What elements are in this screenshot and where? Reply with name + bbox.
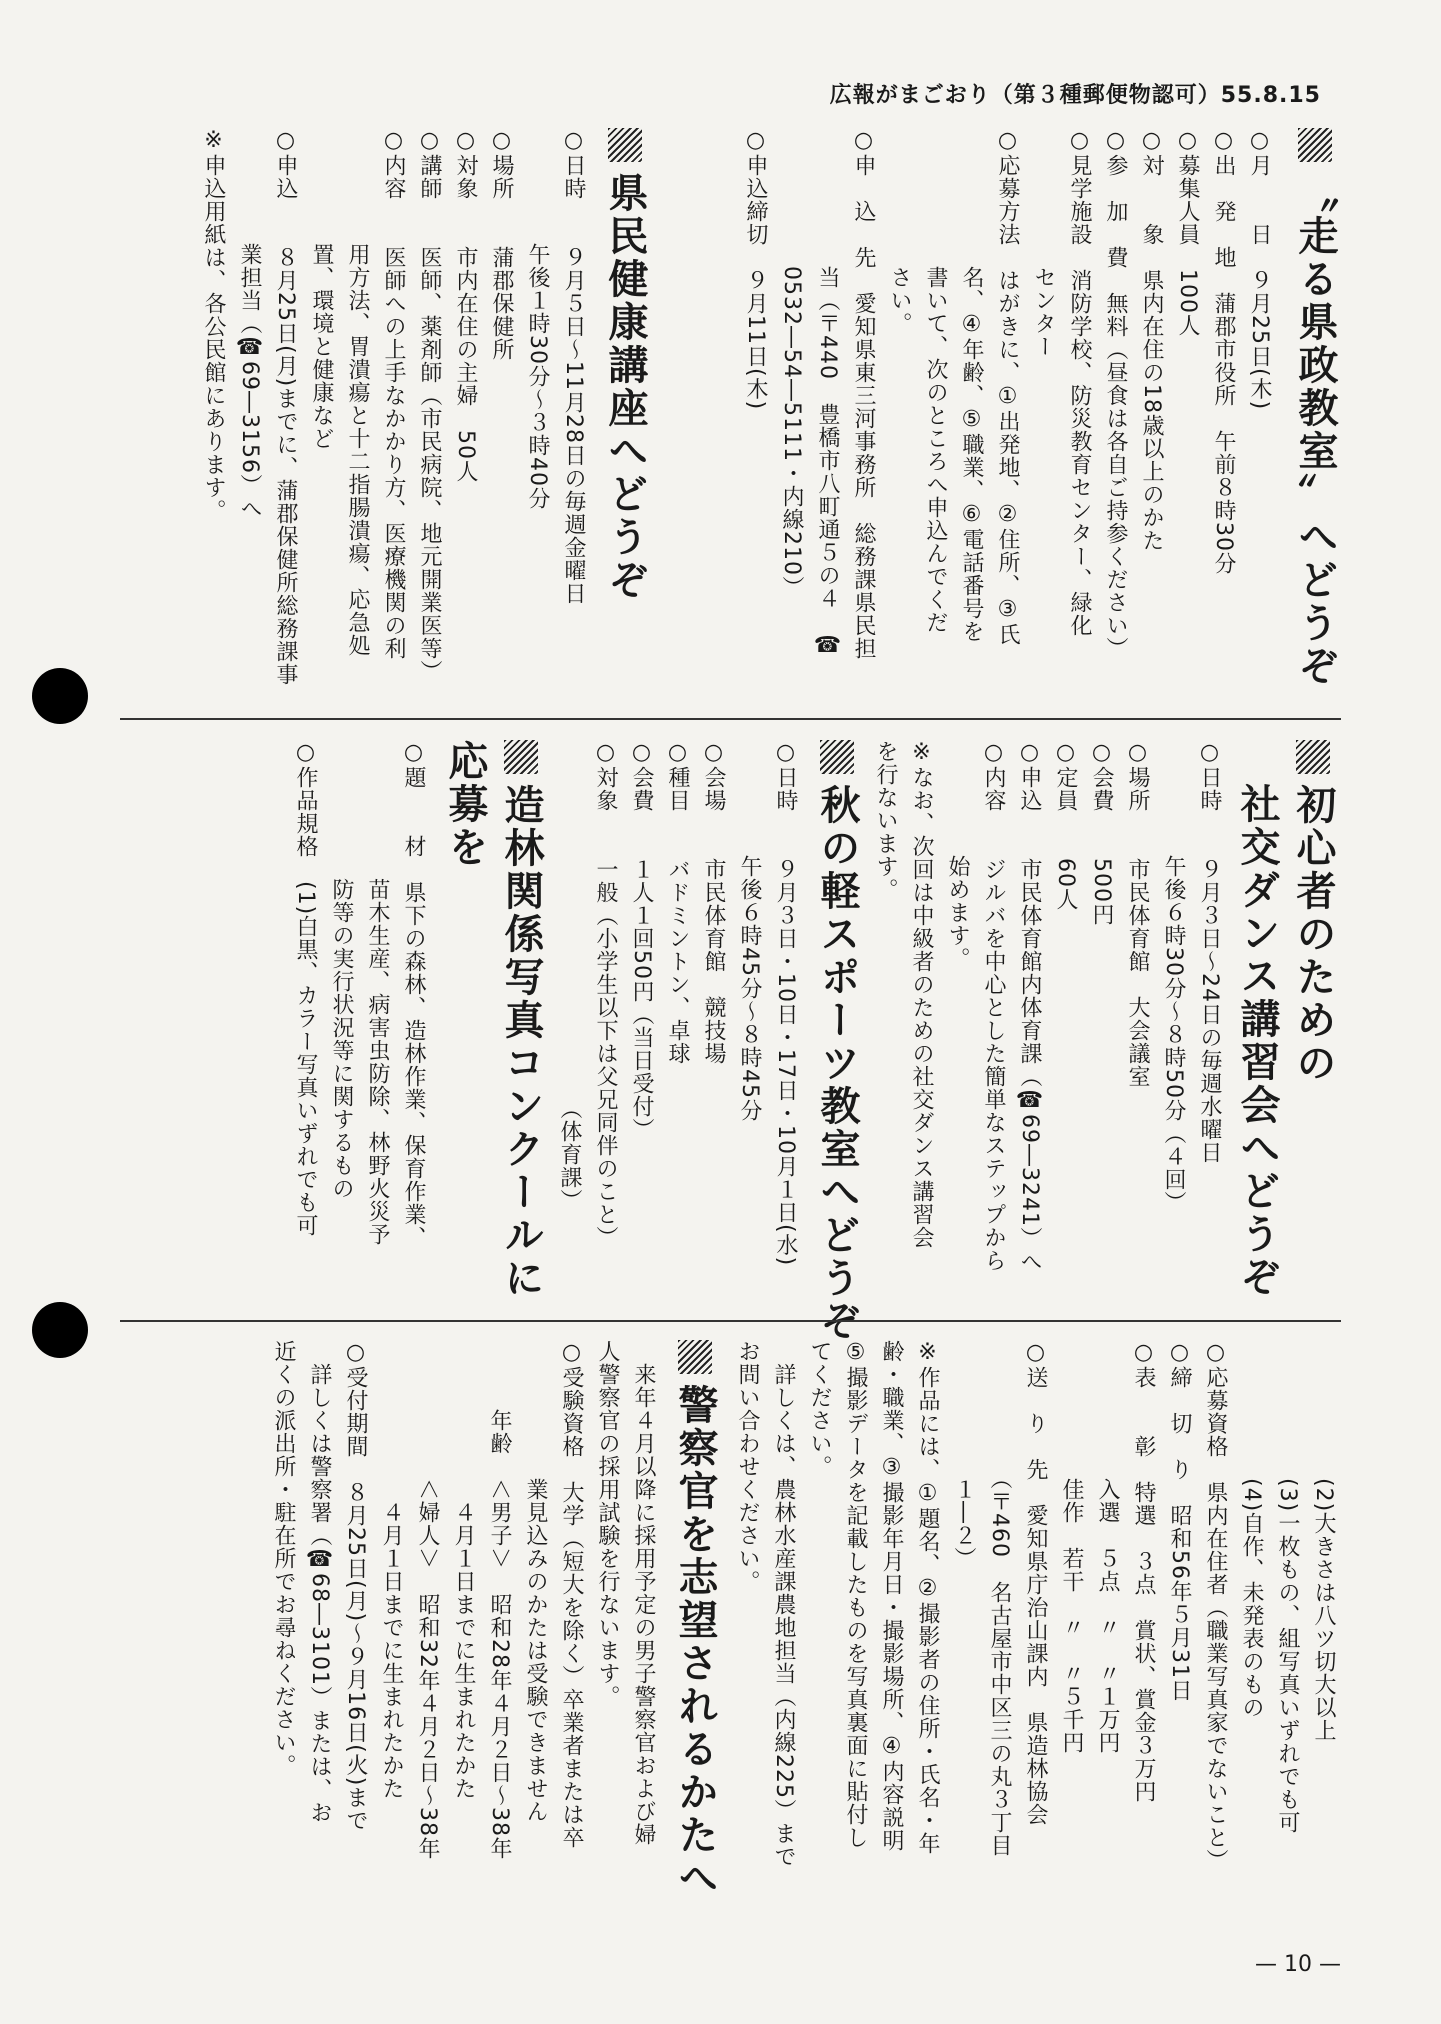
text-line: ○対象 市内在住の主婦 50人 <box>453 128 478 483</box>
article-body <box>265 1340 661 1930</box>
text-line: ○出 発 地 蒲郡市役所 午前８時30分 <box>1211 128 1236 575</box>
text-line: ４月１日までに生まれたかた <box>451 1340 476 1800</box>
text-line: 近くの派出所・駐在所でお尋ねください。 <box>271 1340 296 1777</box>
text-line: ○申込 市民体育館内体育課（☎69―3241）へ <box>1017 740 1042 1273</box>
text-line: (3)一枚もの、組写真いずれでも可 <box>1275 1340 1300 1835</box>
text-line: （〒460 名古屋市中区三の丸３丁目 <box>987 1340 1012 1857</box>
text-line: を行ないます。 <box>873 740 898 901</box>
punch-hole <box>32 1302 88 1358</box>
article-body <box>729 1340 1341 1930</box>
text-line: 置、環境と健康など <box>309 128 334 450</box>
title-mark-icon <box>504 740 538 774</box>
text-line: ○申 込 先 愛知県東三河事務所 総務課県民担 <box>851 128 876 660</box>
title-mark-icon <box>678 1340 712 1374</box>
text-line: ○場所 蒲郡保健所 <box>489 128 514 361</box>
text-line: ○応募方法 はがきに、①出発地、②住所、③氏 <box>995 128 1020 646</box>
text-line: ○内容 ジルバを中心とした簡単なステップから <box>981 740 1006 1272</box>
text-line: 苗木生産、病害虫防除、林野火災予 <box>365 740 390 1246</box>
text-line: お問い合わせください。 <box>735 1340 760 1593</box>
text-line: ＜婦人＞ 昭和32年４月２日～38年 <box>415 1340 440 1860</box>
text-line: ○送 り 先 愛知県庁治山課内 県造林協会 <box>1023 1340 1048 1826</box>
text-line: ○日時 ９月３日・10日・17日・10月１日(水) <box>773 740 798 1267</box>
article-body <box>867 740 1227 1300</box>
title-mark-icon <box>1298 128 1332 162</box>
text-line: 業見込みのかたは受験できません <box>523 1340 548 1823</box>
article-body <box>195 128 591 688</box>
text-line: 入選 ５点 〃 〃１万円 <box>1095 1340 1120 1754</box>
title-mark-icon <box>1296 740 1330 774</box>
text-line: ○応募資格 県内在住者（職業写真家でないこと） <box>1203 1340 1228 1872</box>
article-title: 警察官を志望されるかたへ <box>669 1340 721 1900</box>
text-line: 齢・職業、③撮影年月日・撮影場所、④内容説明 <box>879 1340 904 1852</box>
text-line: 0532―54―5111・内線210） <box>779 128 804 599</box>
text-line: 午後６時30分～８時50分（４回） <box>1161 740 1186 1214</box>
text-line: ○日時 ９月５日～11月28日の毎週金曜日 <box>561 128 586 605</box>
text-line: 詳しくは警察署（☎68―3101）または、お <box>307 1340 332 1824</box>
text-line: 名、④年齢、⑤職業、⑥電話番号を <box>959 128 984 643</box>
bottom-section <box>120 1340 1341 1930</box>
page-number: — 10 — <box>1255 1952 1341 1977</box>
article-body <box>287 740 431 1300</box>
text-line: ○種目 バドミントン、卓球 <box>665 740 690 1065</box>
text-line: （体育課） <box>557 740 582 1212</box>
article-title: 県民健康講座へどうぞ <box>599 128 651 602</box>
text-line: 書いて、次のところへ申込んでくだ <box>923 128 948 634</box>
text-line: 詳しくは、農林水産課農地担当（内線225）まで <box>771 1340 796 1868</box>
text-line: ○会費 500円 <box>1089 740 1114 926</box>
text-line: ○受験資格 大学（短大を除く）卒業者または卒 <box>559 1340 584 1849</box>
article-title: 初心者のための 社交ダンス講習会へどうぞ <box>1229 740 1341 1299</box>
text-line: 始めます。 <box>945 740 970 970</box>
text-line: ４月１日までに生まれたかた <box>379 1340 404 1800</box>
text-line: ○講師 医師、薬剤師（市民病院、地元開業医等） <box>417 128 442 683</box>
text-line: 防等の実行状況等に関するもの <box>329 740 354 1200</box>
text-line: ○表 彰 特選 ３点 賞状、賞金３万円 <box>1131 1340 1156 1803</box>
article-body <box>551 740 803 1300</box>
text-line: ○参 加 費 無料（昼食は各自ご持参ください） <box>1103 128 1128 660</box>
text-line: (2)大きさは八ツ切大以上 <box>1311 1340 1336 1743</box>
article-body <box>737 128 1277 688</box>
text-line: ○締 切 り 昭和56年５月31日 <box>1167 1340 1192 1702</box>
text-line: 人警察官の採用試験を行ないます。 <box>595 1340 620 1708</box>
text-line: ※なお、次回は中級者のための社交ダンス講習会 <box>909 740 934 1249</box>
text-line: ○対 象 県内在住の18歳以上のかた <box>1139 128 1164 552</box>
article-title: 〝走る県政教室〟へどうぞ <box>1289 128 1341 688</box>
text-line: ○定員 60人 <box>1053 740 1078 911</box>
text-line: 業担当（☎69―3156）へ <box>237 128 262 520</box>
text-line: 午後６時45分～８時45分 <box>737 740 762 1122</box>
text-line: ○作品規格 (1)白黒、カラー写真いずれでも可 <box>293 740 318 1238</box>
text-line: さい。 <box>887 128 912 335</box>
text-line: ○申込締切 ９月11日(木) <box>743 128 768 411</box>
text-line: 午後１時30分～３時40分 <box>525 128 550 510</box>
middle-section <box>120 740 1341 1343</box>
text-line: ○月 日 ９月25日(木) <box>1247 128 1272 411</box>
text-line: ○申込 ８月25日(月)までに、蒲郡保健所総務課事 <box>273 128 298 687</box>
text-line: ○見学施設 消防学校、防災教育センター、緑化 <box>1067 128 1092 637</box>
text-line: センター <box>1031 128 1056 358</box>
text-line: ○題 材 県下の森林、造林作業、保育作業、 <box>401 740 426 1249</box>
section-divider <box>120 1320 1341 1322</box>
title-mark-icon <box>608 128 642 162</box>
section-divider <box>120 718 1341 720</box>
text-line: 当（〒440 豊橋市八町通５の４ ☎ <box>815 128 840 659</box>
punch-hole <box>32 668 88 724</box>
text-line: ※作品には、①題名、②撮影者の住所・氏名・年 <box>915 1340 940 1855</box>
text-line: てください。 <box>807 1340 832 1478</box>
title-mark-icon <box>820 740 854 774</box>
newsletter-header: 広報がまごおり（第３種郵便物認可）55.8.15 <box>829 83 1321 108</box>
top-section <box>120 128 1341 688</box>
text-line: ○受付期間 ８月25日(月)～９月16日(火)まで <box>343 1340 368 1833</box>
text-line: (4)自作、未発表のもの <box>1239 1340 1264 1720</box>
text-line: 年齢 ＜男子＞ 昭和28年４月２日～38年 <box>487 1340 512 1860</box>
text-line: 来年４月以降に採用予定の男子警察官および婦 <box>631 1340 656 1846</box>
article-title: 造林関係写真コンクールに 応募を <box>442 740 544 1300</box>
text-line: ⑤撮影データを記載したものを写真裏面に貼付し <box>843 1340 868 1849</box>
text-line: 用方法、胃潰瘍と十二指腸潰瘍、応急処 <box>345 128 370 657</box>
article-title: 秋の軽スポーツ教室へどうぞ <box>811 740 863 1343</box>
text-line: ※申込用紙は、各公民館にあります。 <box>201 128 226 522</box>
text-line: ○会場 市民体育館 競技場 <box>701 740 726 1065</box>
text-line: ○募集人員 100人 <box>1175 128 1200 337</box>
text-line: ○対象 一般（小学生以下は父兄同伴のこと） <box>593 740 618 1249</box>
text-line: 佳作 若干 〃 〃５千円 <box>1059 1340 1084 1754</box>
text-line: ○会費 １人１回50円（当日受付） <box>629 740 654 1141</box>
text-line: １―２） <box>951 1340 976 1570</box>
text-line: ○内容 医師への上手なかかり方、医療機関の利 <box>381 128 406 660</box>
text-line: ○場所 市民体育館 大会議室 <box>1125 740 1150 1088</box>
text-line: ○日時 ９月３日～24日の毎週水曜日 <box>1197 740 1222 1164</box>
